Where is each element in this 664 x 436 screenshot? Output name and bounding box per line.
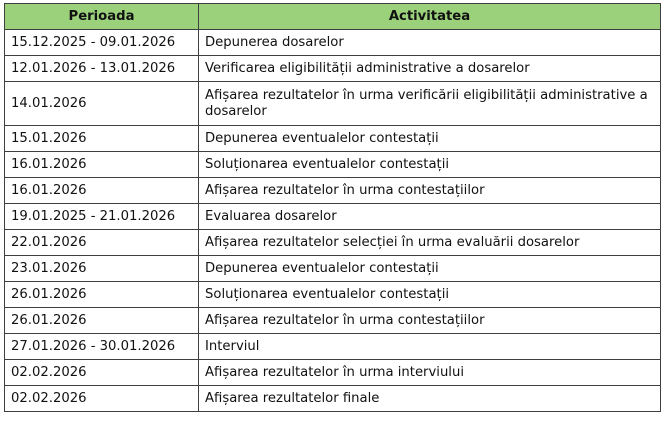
- activity-cell: Depunerea eventualelor contestații: [199, 256, 661, 282]
- table-row: [5, 178, 661, 204]
- period-cell: 27.01.2026 - 30.01.2026: [5, 334, 199, 360]
- table-row: [5, 334, 661, 360]
- period-cell: 22.01.2026: [5, 230, 199, 256]
- activity-cell: Verificarea eligibilității administrative a dosarelor: [199, 56, 661, 82]
- period-cell: 02.02.2026: [5, 386, 199, 412]
- table-row: [5, 360, 661, 386]
- table-row: [5, 282, 661, 308]
- period-cell: 15.12.2025 - 09.01.2026: [5, 30, 199, 56]
- activity-cell: Soluționarea eventualelor contestații: [199, 282, 661, 308]
- table-row: [5, 126, 661, 152]
- period-cell: 14.01.2026: [5, 82, 199, 126]
- table-row: [5, 256, 661, 282]
- activity-cell: Afișarea rezultatelor în urma interviului: [199, 360, 661, 386]
- activity-cell: Afișarea rezultatelor în urma contestațiilor: [199, 308, 661, 334]
- activity-cell: Soluționarea eventualelor contestații: [199, 152, 661, 178]
- period-cell: 02.02.2026: [5, 360, 199, 386]
- activity-cell: Afișarea rezultatelor finale: [199, 386, 661, 412]
- schedule-table: [4, 3, 661, 412]
- period-cell: 16.01.2026: [5, 178, 199, 204]
- activity-cell: Depunerea dosarelor: [199, 30, 661, 56]
- table-row: [5, 152, 661, 178]
- period-cell: 16.01.2026: [5, 152, 199, 178]
- activity-cell: Afișarea rezultatelor în urma contestațiilor: [199, 178, 661, 204]
- period-cell: 19.01.2025 - 21.01.2026: [5, 204, 199, 230]
- period-cell: 12.01.2026 - 13.01.2026: [5, 56, 199, 82]
- header-period: Perioada: [5, 4, 199, 30]
- period-cell: 26.01.2026: [5, 282, 199, 308]
- activity-cell: Afișarea rezultatelor selecției în urma evaluării dosarelor: [199, 230, 661, 256]
- table-row: [5, 204, 661, 230]
- table-row: [5, 56, 661, 82]
- header-row: [5, 4, 661, 30]
- table-row: [5, 230, 661, 256]
- table-body: [5, 30, 661, 412]
- table-row: [5, 308, 661, 334]
- table-row: [5, 386, 661, 412]
- table-row: [5, 30, 661, 56]
- activity-cell: Afișarea rezultatelor în urma verificării eligibilității administrative a dosarelor: [199, 82, 661, 126]
- period-cell: 23.01.2026: [5, 256, 199, 282]
- table-header: [5, 4, 661, 30]
- activity-cell: Interviul: [199, 334, 661, 360]
- header-activity: Activitatea: [199, 4, 661, 30]
- period-cell: 15.01.2026: [5, 126, 199, 152]
- activity-cell: Depunerea eventualelor contestații: [199, 126, 661, 152]
- table-row: [5, 82, 661, 126]
- activity-cell: Evaluarea dosarelor: [199, 204, 661, 230]
- period-cell: 26.01.2026: [5, 308, 199, 334]
